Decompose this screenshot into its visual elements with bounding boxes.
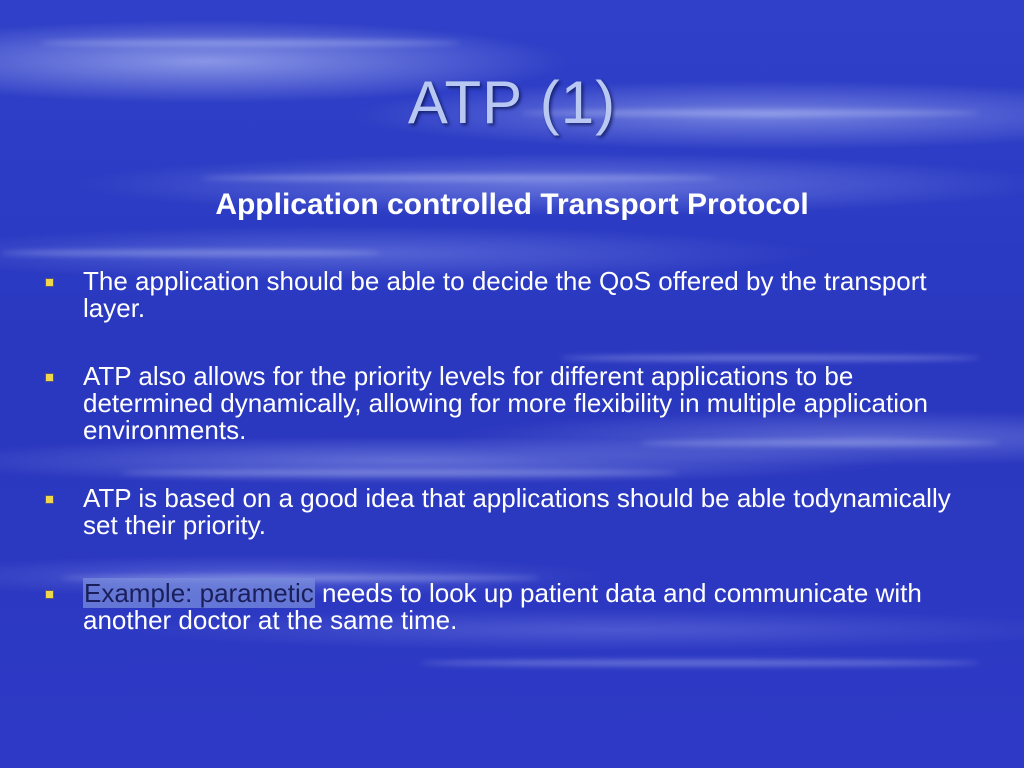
- slide-title: ATP (1): [407, 69, 617, 136]
- bullet-list: [44, 268, 974, 675]
- bullet-item: [44, 485, 974, 539]
- square-bullet-icon: [46, 279, 53, 286]
- bullet-text: The application should be able to decide the QoS offered by the transport layer.: [83, 266, 927, 323]
- bullet-item: [44, 363, 974, 444]
- bullet-text: needs to look up patient data and communicate with another doctor at the same time.: [83, 578, 922, 635]
- square-bullet-icon: [46, 591, 53, 598]
- bullet-text: ATP is based on a good idea that applications should be able todynamically set their priority.: [83, 483, 951, 540]
- highlighted-text: Example: parametic: [84, 578, 314, 608]
- cloud-streak: [40, 40, 460, 46]
- bullet-item: [44, 580, 974, 634]
- cloud-streak: [200, 175, 720, 181]
- cloud-streak: [0, 250, 380, 256]
- square-bullet-icon: [46, 374, 53, 381]
- square-bullet-icon: [46, 496, 53, 503]
- bullet-item: [44, 268, 974, 322]
- slide-subtitle: Application controlled Transport Protocol: [215, 188, 809, 221]
- bullet-text: ATP also allows for the priority levels for different applications to be determined dynamically, allowing for more flexibility in multiple application environments.: [83, 361, 928, 445]
